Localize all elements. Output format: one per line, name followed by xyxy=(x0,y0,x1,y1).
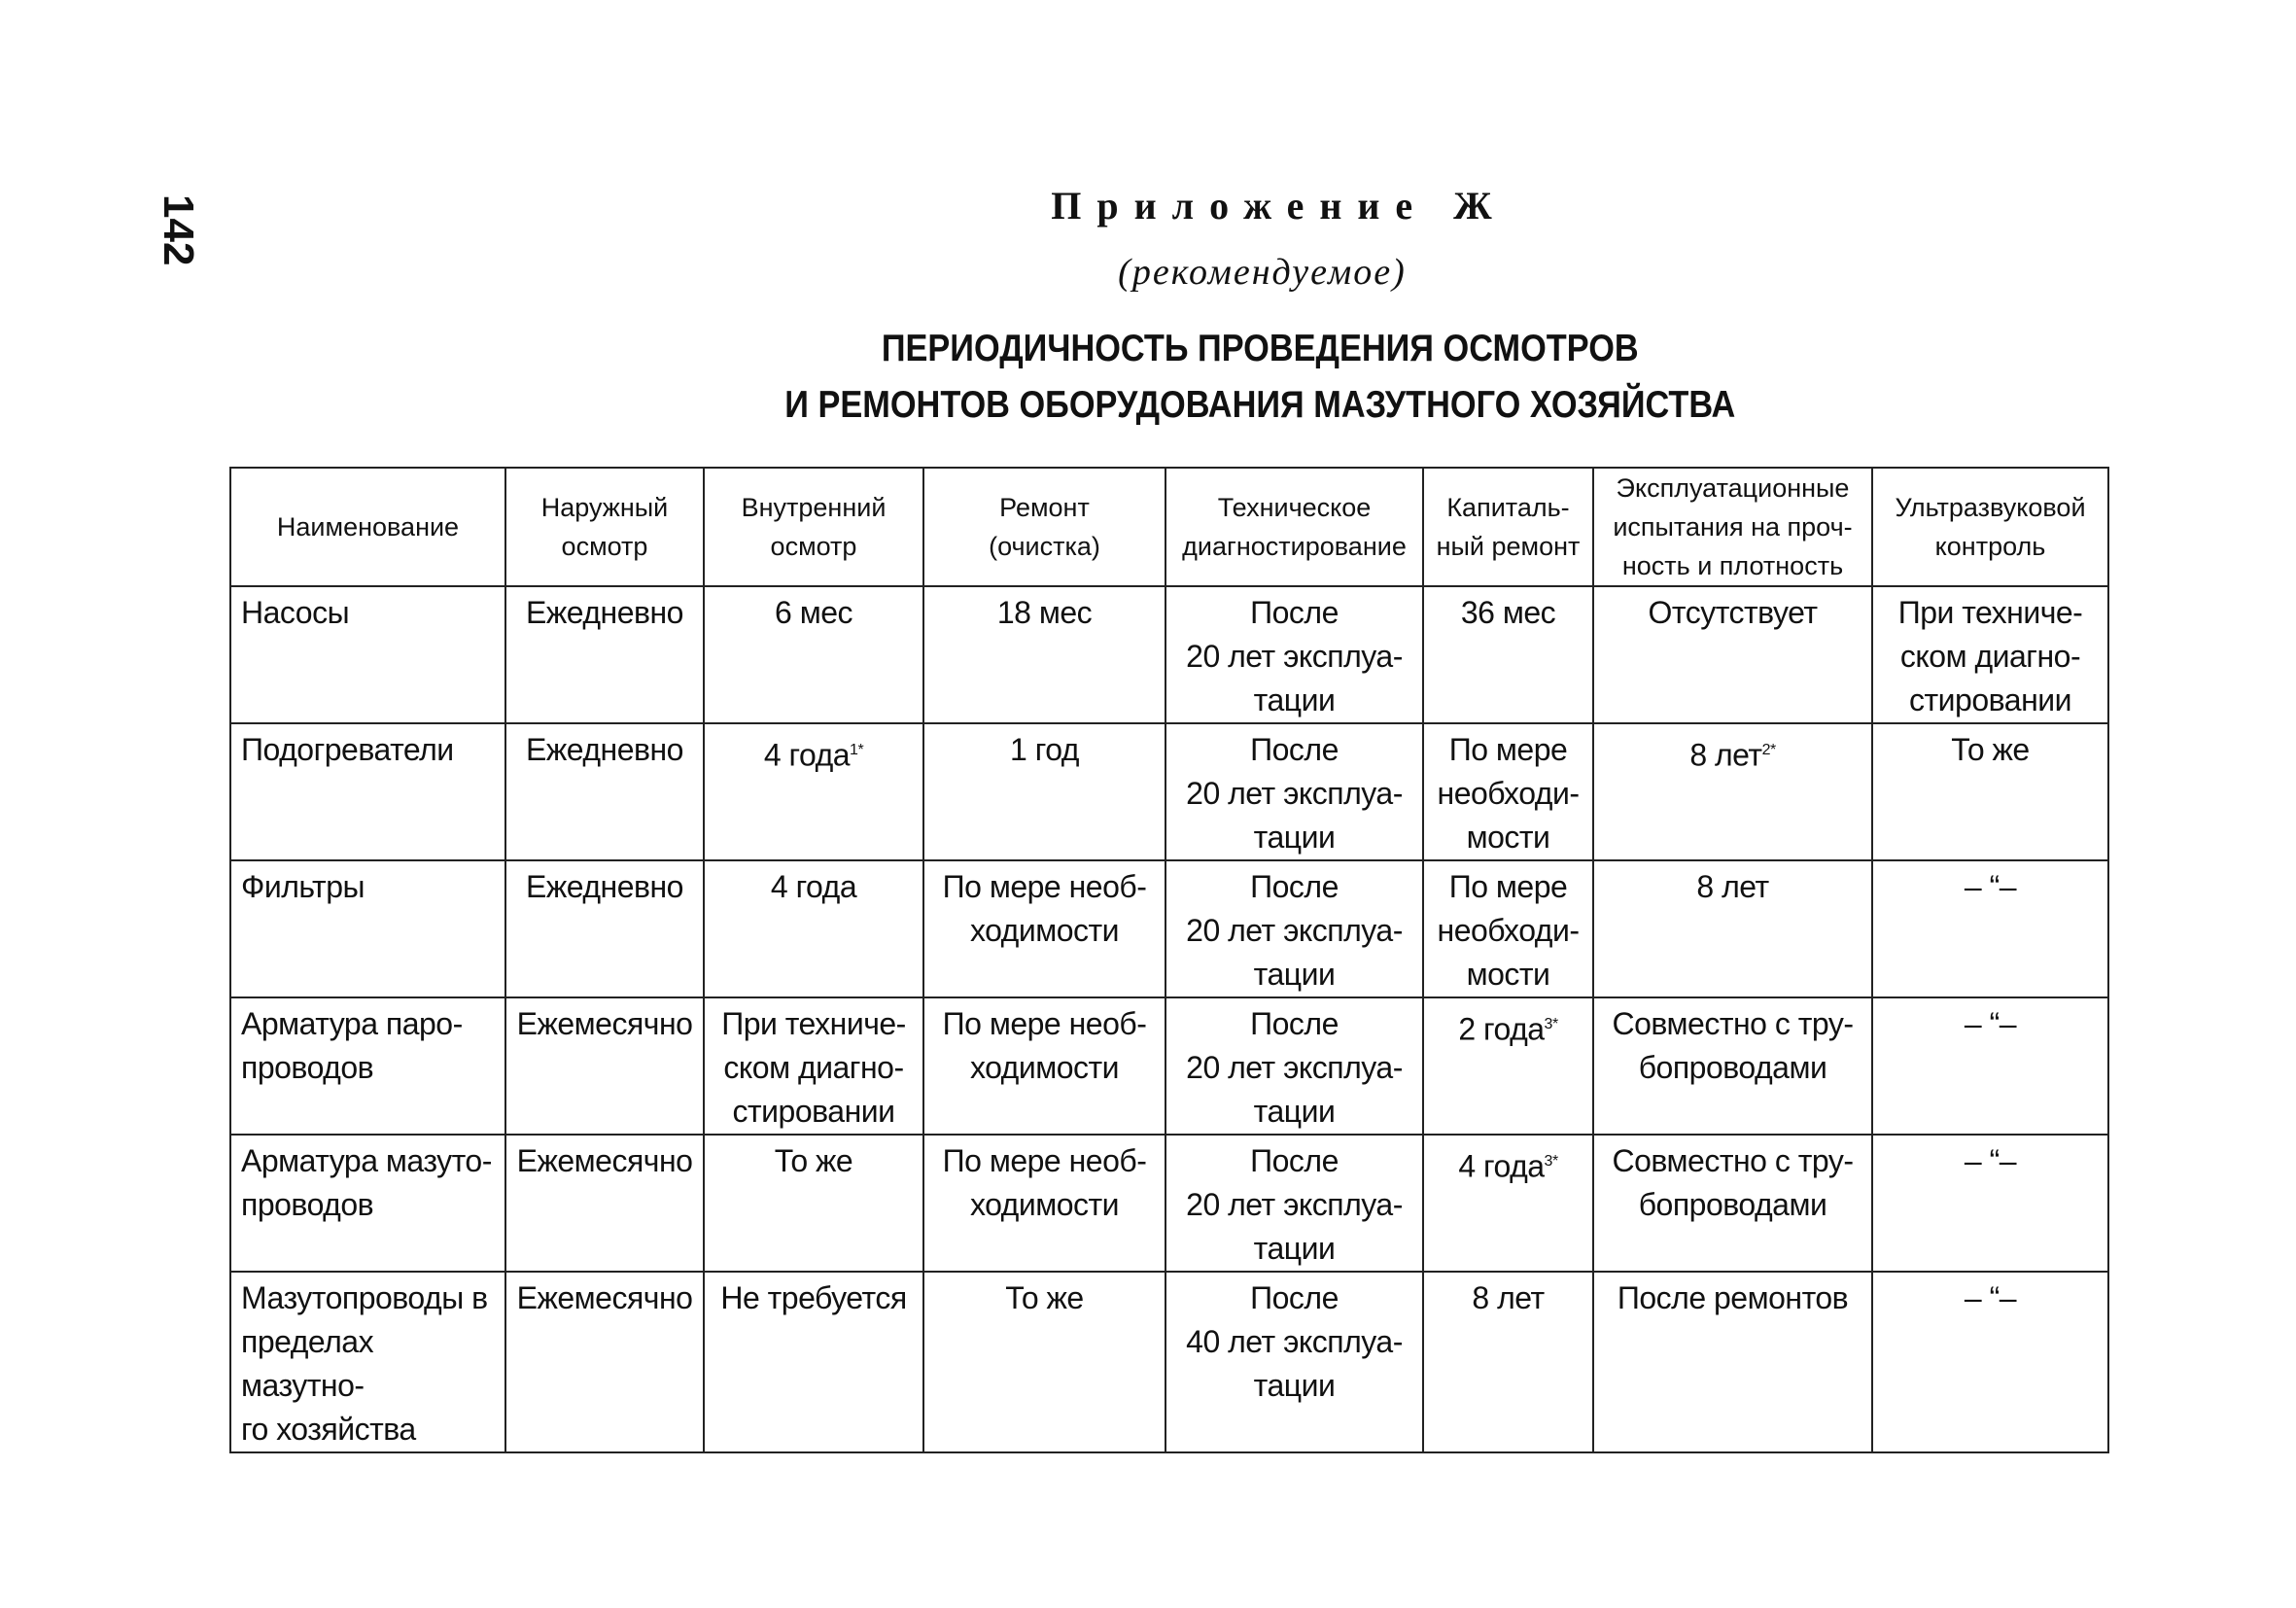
header-internal-inspection: Внутренний осмотр xyxy=(704,468,923,586)
cell-internal: Не требуется xyxy=(704,1272,923,1452)
cell-ultrasound: При техниче- ском диагно- стировании xyxy=(1872,586,2108,723)
cell-repair: То же xyxy=(923,1272,1165,1452)
header-name: Наименование xyxy=(230,468,505,586)
heading-line-2: И РЕМОНТОВ ОБОРУДОВАНИЯ МАЗУТНОГО ХОЗЯЙСТВА xyxy=(784,384,1736,426)
cell-ultrasound: То же xyxy=(1872,723,2108,860)
cell-external: Ежедневно xyxy=(505,586,704,723)
cell-ultrasound: – “– xyxy=(1872,997,2108,1135)
cell-tests: Совместно с тру- бопроводами xyxy=(1593,997,1872,1135)
cell-name: Мазутопроводы в пределах мазутно- го хозяйства xyxy=(230,1272,505,1452)
cell-repair: По мере необ- ходимости xyxy=(923,1135,1165,1272)
cell-tests: 8 лет xyxy=(1593,860,1872,997)
cell-ultrasound: – “– xyxy=(1872,860,2108,997)
cell-name: Арматура паро- проводов xyxy=(230,997,505,1135)
cell-name: Насосы xyxy=(230,586,505,723)
appendix-subtitle: (рекомендуемое) xyxy=(1118,252,1407,293)
cell-name: Фильтры xyxy=(230,860,505,997)
cell-external: Ежедневно xyxy=(505,860,704,997)
footnote-marker: 1* xyxy=(850,742,864,758)
footnote-marker: 2* xyxy=(1761,742,1776,758)
header-diagnostics: Техническое диагностирование xyxy=(1165,468,1423,586)
cell-ultrasound: – “– xyxy=(1872,1135,2108,1272)
table-header-row xyxy=(230,468,2108,586)
cell-diagnostics: После 20 лет эксплуа- тации xyxy=(1165,586,1423,723)
cell-repair: По мере необ- ходимости xyxy=(923,860,1165,997)
cell-name: Арматура мазуто- проводов xyxy=(230,1135,505,1272)
header-repair: Ремонт (очистка) xyxy=(923,468,1165,586)
cell-diagnostics: После 20 лет эксплуа- тации xyxy=(1165,723,1423,860)
header-ultrasound: Ультразвуковой контроль xyxy=(1872,468,2108,586)
cell-external: Ежедневно xyxy=(505,723,704,860)
maintenance-table xyxy=(229,467,2109,1453)
header-overhaul: Капиталь- ный ремонт xyxy=(1423,468,1593,586)
cell-repair: 1 год xyxy=(923,723,1165,860)
cell-internal: При техниче- ском диагно- стировании xyxy=(704,997,923,1135)
cell-internal-value: 4 года xyxy=(763,737,851,773)
cell-internal: 4 года xyxy=(704,860,923,997)
table-row xyxy=(230,1135,2108,1272)
cell-tests xyxy=(1593,723,1872,860)
cell-repair: По мере необ- ходимости xyxy=(923,997,1165,1135)
table-row xyxy=(230,860,2108,997)
cell-internal: 6 мес xyxy=(704,586,923,723)
cell-overhaul xyxy=(1423,997,1593,1135)
cell-overhaul: По мере необходи- мости xyxy=(1423,723,1593,860)
cell-overhaul-value: 4 года xyxy=(1458,1148,1545,1184)
cell-overhaul: 8 лет xyxy=(1423,1272,1593,1452)
cell-ultrasound: – “– xyxy=(1872,1272,2108,1452)
cell-repair: 18 мес xyxy=(923,586,1165,723)
cell-tests-value: 8 лет xyxy=(1689,737,1762,773)
table-row xyxy=(230,997,2108,1135)
cell-overhaul: 36 мес xyxy=(1423,586,1593,723)
cell-diagnostics: После 40 лет эксплуа- тации xyxy=(1165,1272,1423,1452)
cell-external: Ежемесячно xyxy=(505,1135,704,1272)
table-row xyxy=(230,723,2108,860)
cell-overhaul-value: 2 года xyxy=(1458,1011,1545,1047)
table-row xyxy=(230,586,2108,723)
footnote-marker: 3* xyxy=(1544,1016,1558,1032)
cell-tests: Отсутствует xyxy=(1593,586,1872,723)
cell-tests: После ремонтов xyxy=(1593,1272,1872,1452)
cell-tests: Совместно с тру- бопроводами xyxy=(1593,1135,1872,1272)
cell-diagnostics: После 20 лет эксплуа- тации xyxy=(1165,860,1423,997)
cell-internal: То же xyxy=(704,1135,923,1272)
cell-name: Подогреватели xyxy=(230,723,505,860)
footnote-marker: 3* xyxy=(1544,1153,1558,1170)
cell-overhaul xyxy=(1423,1135,1593,1272)
header-external-inspection: Наружный осмотр xyxy=(505,468,704,586)
document-heading xyxy=(150,321,2171,434)
heading-line-1: ПЕРИОДИЧНОСТЬ ПРОВЕДЕНИЯ ОСМОТРОВ xyxy=(881,328,1639,369)
header-strength-tests: Эксплуатационные испытания на проч- ность и плотность xyxy=(1593,468,1872,586)
cell-diagnostics: После 20 лет эксплуа- тации xyxy=(1165,997,1423,1135)
cell-internal xyxy=(704,723,923,860)
cell-diagnostics: После 20 лет эксплуа- тации xyxy=(1165,1135,1423,1272)
cell-external: Ежемесячно xyxy=(505,997,704,1135)
cell-external: Ежемесячно xyxy=(505,1272,704,1452)
appendix-title: Приложение Ж xyxy=(1051,184,1508,227)
table-row xyxy=(230,1272,2108,1452)
page-number: 142 xyxy=(155,194,202,266)
cell-overhaul: По мере необходи- мости xyxy=(1423,860,1593,997)
